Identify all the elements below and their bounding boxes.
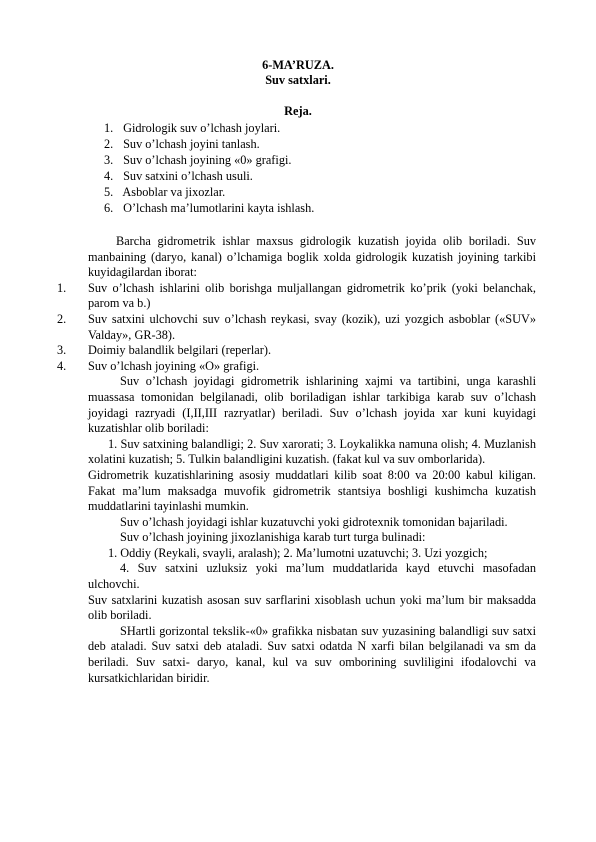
paragraph: 4. Suv satxini uzluksiz yoki ma’lum muddatlarida kayd etuvchi masofadan ulchovchi.: [88, 561, 536, 592]
paragraph: Suv o’lchash joyidagi ishlar kuzatuvchi yoki gidrotexnik tomonidan bajariladi.: [120, 514, 508, 529]
intro-paragraph: Barcha gidrometrik ishlar maxsus gidrologik kuzatish joyida olib boriladi. Suv manbaining (daryo, kanal) o’lchamiga boglik xolda gidrologik kuzatish joyining tarkibi kuyidagilardan iborat:: [88, 234, 536, 280]
list-item: 1. Suv o’lchash ishlarini olib borishga muljallangan gidrometrik ko’prik (yoki belanchak, parom va b.): [57, 280, 536, 311]
plan-item: 1. Gidrologik suv o’lchash joylari.: [104, 121, 281, 135]
plan-item: 4. Suv satxini o’lchash usuli.: [104, 169, 253, 183]
lecture-subtitle: Suv satxlari.: [265, 73, 331, 87]
paragraph: 1. Oddiy (Reykali, svayli, aralash); 2. Ma’lumotni uzatuvchi; 3. Uzi yozgich;: [108, 545, 488, 560]
lecture-title: 6-MA’RUZA.: [262, 58, 334, 72]
paragraph: Suv o’lchash joyidagi gidrometrik ishlarining xajmi va tartibini, unga karashli muassasa tomonidan belgilanadi, olib boriladigan ishlar tarkibiga karab suv o’lchash joyidagi razryadi (I,II,III razryatlar) beriladi. Suv o’lchash joyida xar kuni kuyidagi kuzatishlar olib boriladi:: [88, 374, 536, 436]
lecture-body: [57, 234, 536, 686]
paragraph: Gidrometrik kuzatishlarining asosiy muddatlari kilib soat 8:00 va 20:00 kabul kiligan. Fakat ma’lum maksadga muvofik gidrometrik stantsiya boshligi kushimcha kuzatish muddatlarini tayinlashi mumkin.: [88, 467, 536, 514]
list-item: 4. Suv o’lchash joyining «O» grafigi.: [57, 358, 260, 373]
plan-item: 6. O’lchash ma’lumotlarini kayta ishlash.: [104, 201, 315, 215]
paragraph: Suv o’lchash joyining jixozlanishiga karab turt turga bulinadi:: [120, 530, 426, 545]
paragraph: SHartli gorizontal tekslik-«0» grafikka nisbatan suv yuzasining balandligi suv satxi deb ataladi. Suv satxi deb ataladi. Suv satxi odatda N xarfi bilan belgilanadi va sm da beriladi. Suv satxi- daryo, kanal, kul va suv omborining suvliligini ifodalovchi va kursatkichlaridan biridir.: [88, 623, 536, 685]
paragraph: Suv satxlarini kuzatish asosan suv sarflarini xisoblash uchun yoki ma’lum bir maksadda olib boriladi.: [88, 592, 536, 623]
paragraph: 1. Suv satxining balandligi; 2. Suv xarorati; 3. Loykalikka namuna olish; 4. Muzlanish xolatini kuzatish; 5. Tulkin balandligini kuzatish. (fakat kul va suv omborlarida).: [88, 436, 536, 467]
list-item: 3. Doimiy balandlik belgilari (reperlar).: [57, 343, 272, 358]
plan-item: 2. Suv o’lchash joyini tanlash.: [104, 137, 260, 151]
plan-item: 3. Suv o’lchash joyining «0» grafigi.: [104, 153, 292, 167]
plan-list: [104, 121, 314, 217]
plan-heading: Reja.: [284, 104, 312, 118]
list-item: 2. Suv satxini ulchovchi suv o’lchash reykasi, svay (kozik), uzi yozgich asboblar («SUV» Valday», GR-38).: [57, 311, 536, 342]
plan-item: 5. Asboblar va jixozlar.: [104, 185, 226, 199]
